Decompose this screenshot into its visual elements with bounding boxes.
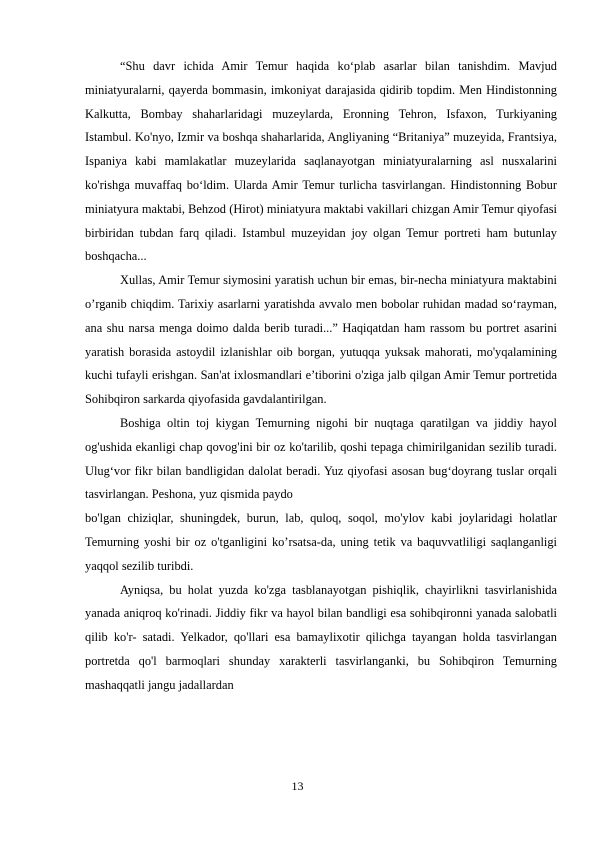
paragraph-2: Xullas, Amir Temur siymosini yaratish uchun bir emas, bir-necha miniatyura maktabini o’rganib chiqdim. Tarixiy asarlarni yaratishda avvalo men bobolar ruhidan madad so‘rayman, ana shu narsa menga doimo dalda berib turadi...” Haqiqatdan ham rassom bu portret asarini yaratish borasida astoydil izlanishlar oib borgan, yutuqqa yuksak mahorati, mo'yqalamining kuchi tufayli erishgan. San'at ixlosmandlari e’tiborini o'ziga jalb qilgan Amir Temur portretida Sohibqiron sarkarda qiyofasida gavdalantirilgan. (85, 273, 557, 407)
paragraph-1: “Shu davr ichida Amir Temur haqida ko‘plab asarlar bilan tanishdim. Mavjud miniatyuralarni, qayerda bommasin, imkoniyat darajasida qidirib topdim. Men Hindistonning Kalkutta, Bombay shaharlaridagi muzeylarda, Eronning Tehron, Isfaxon, Turkiyaning Istambul. Ko'nyo, Izmir va boshqa shaharlarida, Angliyaning “Britaniya” muzeyida, Frantsiya, Ispaniya kabi mamlakatlar muzeylarida saqlanayotgan miniatyuralarning asl nusxalarini ko'rishga muvaffaq bo‘ldim. Ularda Amir Temur turlicha tasvirlangan. Hindistonning Bobur miniatyura maktabi, Behzod (Hirot) miniatyura maktabi vakillari chizgan Amir Temur qiyofasi birbiridan tubdan farq qiladi. Istambul muzeyidan joy olgan Temur portreti ham butunlay boshqacha... (85, 59, 557, 264)
page-number: 13 (291, 779, 304, 793)
paragraph-3: Boshiga oltin toj kiygan Temurning nigohi bir nuqtaga qaratilgan va jiddiy hayol og'ushida ekanligi chap qovog'ini bir oz ko'tarilib, qoshi tepaga chimirilganidan sezilib turadi. Ulug‘vor fikr bilan bandligidan dalolat beradi. Yuz qiyofasi asosan bug‘doyrang tuslar orqali tasvirlangan. Peshona, yuz qismida paydo (85, 415, 557, 502)
paragraph-5: Ayniqsa, bu holat yuzda ko'zga tasblanayotgan pishiqlik, chayirlikni tasvirlanishida yanada aniqroq ko'rinadi. Jiddiy fikr va hayol bilan bandligi esa sohibqironni yanada salobatli qilib ko'r- satadi. Yelkador, qo'llari esa bamaylixotir qilichga tayangan holda tasvirlangan portretda qo'l barmoqlari shunday xarakterli tasvirlanganki, bu Sohibqiron Temurning mashaqqatli jangu jadallardan (85, 582, 557, 692)
paragraph-4: bo'lgan chiziqlar, shuningdek, burun, lab, quloq, soqol, mo'ylov kabi joylaridagi holatlar Temurning yoshi bir oz o'tganligini ko’rsatsa-da, uning tetik va baquvvatliligi saqlanganligi yaqqol sezilib turibdi. (85, 511, 557, 573)
document-page (85, 55, 557, 698)
